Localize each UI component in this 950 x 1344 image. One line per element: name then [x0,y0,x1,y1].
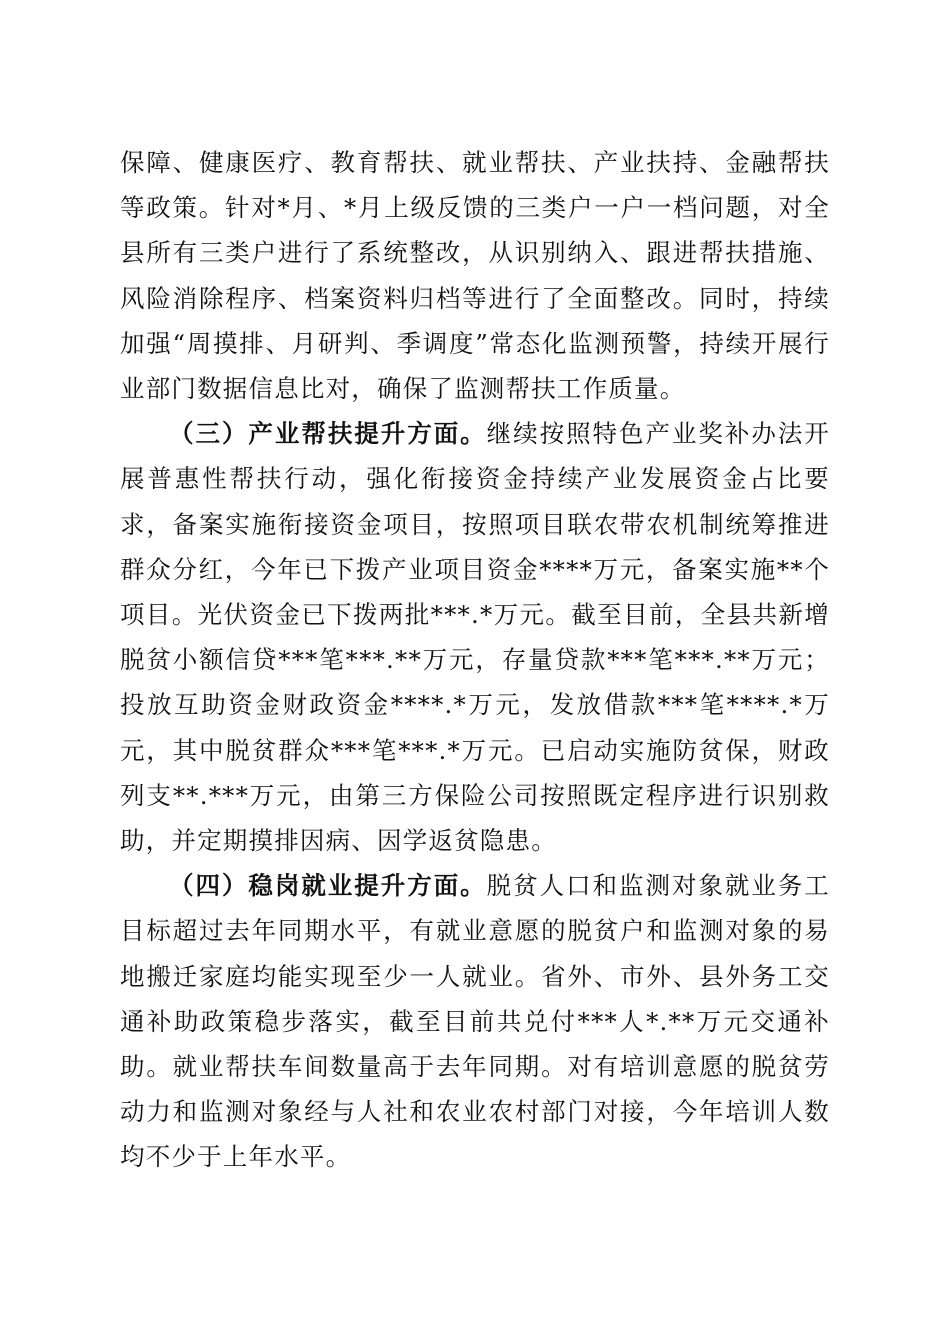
section-heading: （三）产业帮扶提升方面。 [169,419,487,449]
paragraph-text: 脱贫人口和监测对象就业务工目标超过去年同期水平，有就业意愿的脱贫户和监测对象的易地搬迁家庭均能实现至少一人就业。省外、市外、县外务工交通补助政策稳步落实，截至目前共兑付***人*.**万元交通补助。就业帮扶车间数量高于去年同期。对有培训意愿的脱贫劳动力和监测对象经与人社和农业农村部门对接，今年培训人数均不少于上年水平。 [120,871,830,1172]
document-body [120,140,830,1180]
paragraph-text: 保障、健康医疗、教育帮扶、就业帮扶、产业扶持、金融帮扶等政策。针对*月、*月上级反馈的三类户一户一档问题，对全县所有三类户进行了系统整改，从识别纳入、跟进帮扶措施、风险消除程序、档案资料归档等进行了全面整改。同时，持续加强“周摸排、月研判、季调度”常态化监测预警，持续开展行业部门数据信息比对，确保了监测帮扶工作质量。 [120,148,830,404]
paragraph-text: 继续按照特色产业奖补办法开展普惠性帮扶行动，强化衔接资金持续产业发展资金占比要求，备案实施衔接资金项目，按照项目联农带农机制统筹推进群众分红，今年已下拨产业项目资金****万元，备案实施**个项目。光伏资金已下拨两批***.*万元。截至目前，全县共新增脱贫小额信贷***笔***.**万元，存量贷款***笔***.**万元；投放互助资金财政资金****.*万元，发放借款***笔****.*万元，其中脱贫群众***笔***.*万元。已启动实施防贫保，财政列支**.***万元，由第三方保险公司按照既定程序进行识别救助，并定期摸排因病、因学返贫隐患。 [120,419,830,856]
paragraph-continuation [120,140,830,411]
paragraph-employment [120,863,830,1179]
section-heading: （四）稳岗就业提升方面。 [169,871,487,901]
paragraph-industry-support [120,411,830,863]
